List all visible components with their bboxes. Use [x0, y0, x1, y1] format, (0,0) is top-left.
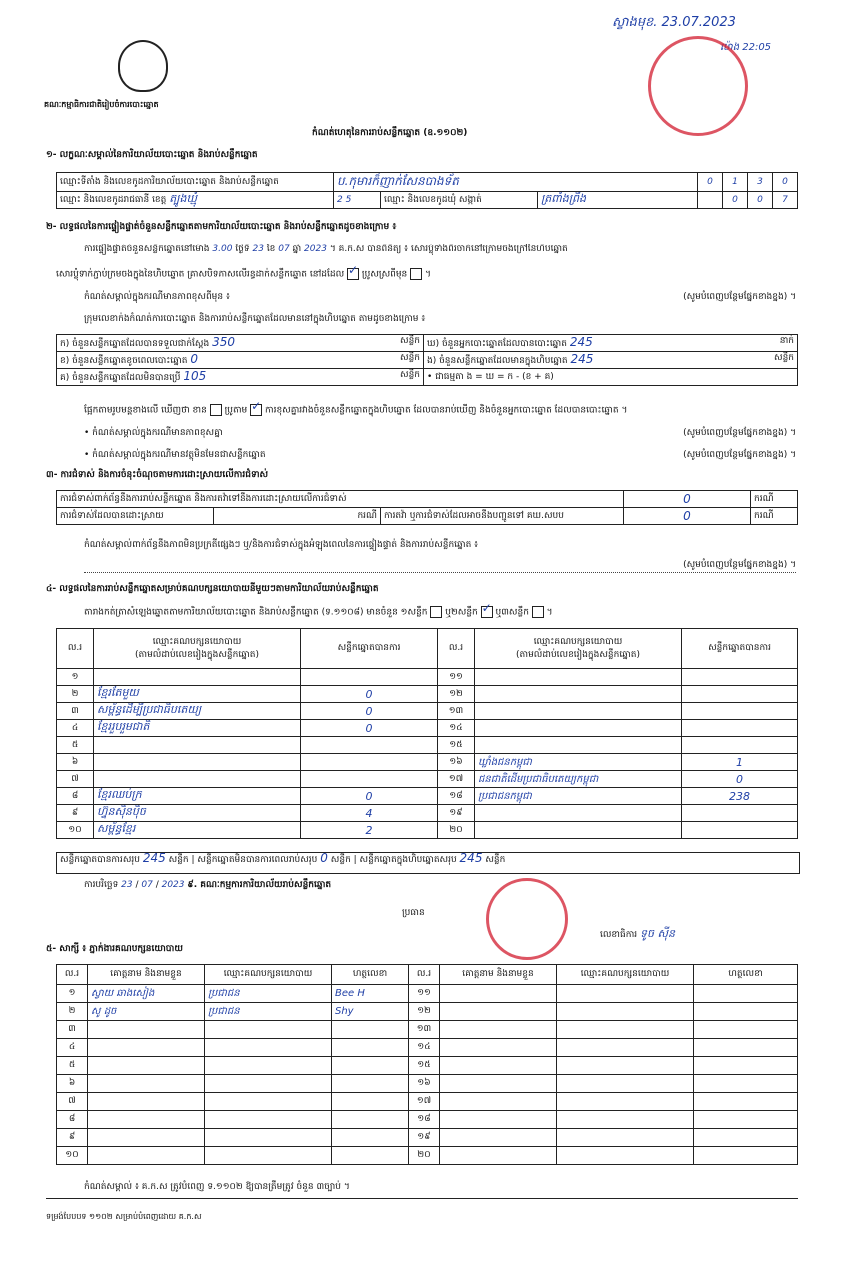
party-votes: 0	[301, 703, 438, 720]
table-row	[57, 703, 798, 720]
row-number: ៨	[57, 1111, 88, 1129]
party-votes	[301, 754, 438, 771]
station-code-3: 3	[748, 173, 773, 192]
party-votes	[301, 737, 438, 754]
witness-name	[440, 1003, 557, 1021]
witness-party	[557, 985, 694, 1003]
verify-day: 23	[252, 244, 264, 254]
objection-count-label: ការជំទាស់ពាក់ព័ន្ធនឹងការរាប់សន្លឹកឆ្នោត និងការតវ៉ាទៅនឹងការដោះស្រាយលើការជំទាស់	[57, 491, 624, 508]
table-row	[57, 1111, 798, 1129]
row-number: ៣	[57, 1021, 88, 1039]
changed-checkbox[interactable]	[410, 268, 422, 280]
section-3-title: ៣- ការជំទាស់ និងការចំនុះចំណុចតាមការដោះស្រាយលើការជំទាស់	[46, 470, 269, 480]
commune-code-1: 0	[723, 192, 748, 209]
party-votes: 1	[682, 754, 798, 771]
row-number: ១៤	[438, 720, 475, 737]
witness-name: សូ ដូច	[88, 1003, 205, 1021]
top-note-time: ម៉ោង 22:05	[720, 42, 772, 53]
difference-note-line: កំណត់សម្គាល់ក្នុងករណីមានភាពខុសពីមុន ៖ (សូមបំពេញបន្ថែមផ្នែកខាងខ្នង) ។	[84, 292, 796, 302]
table-row	[57, 1093, 798, 1111]
witness-party	[557, 1003, 694, 1021]
witness-party	[557, 1039, 694, 1057]
forwarded-label: ការតវ៉ា ឬការជំទាស់ដែលអាចនឹងបញ្ជូនទៅ គឃ.សបប	[381, 508, 624, 525]
no-difference-checkbox[interactable]	[210, 404, 222, 416]
row-number: ១៣	[409, 1021, 440, 1039]
party-name	[94, 737, 301, 754]
polling-station-value: ប.កុមារក៏ញាក់សែនបាងទ័ត	[334, 173, 698, 192]
witness-note: កំណត់សម្គាល់ ៖ គ.ក.ស ត្រូវបំពេញ ទ.១១០២ ឱ្យបានត្រឹមត្រូវ ចំនួន ៣ច្បាប់ ។	[84, 1182, 350, 1192]
party-name	[94, 669, 301, 686]
party-name: ខ្មែរតែមួយ	[94, 686, 301, 703]
party-votes	[682, 703, 798, 720]
party-votes: 4	[301, 805, 438, 822]
secretary-line: លេខាធិការ ទូច ស៊ីន	[600, 927, 675, 940]
row-number: ៥	[57, 737, 94, 754]
row-number: ១៦	[409, 1075, 440, 1093]
table-row	[57, 771, 798, 788]
witness-party	[557, 1057, 694, 1075]
in-box-value: 245	[570, 352, 594, 366]
witness-name	[440, 1093, 557, 1111]
row-number: ១៥	[409, 1057, 440, 1075]
unchanged-checkbox[interactable]	[347, 268, 359, 280]
party-name	[475, 669, 682, 686]
row-number: ៧	[57, 771, 94, 788]
polling-station-label: ឈ្មោះទីតាំង និងលេខកូដការិយាល័យបោះឆ្នោត និងរាប់សន្លឹកឆ្នោត	[57, 173, 334, 192]
secretary-name: ទូច ស៊ីន	[640, 927, 675, 940]
row-number: ៩	[57, 1129, 88, 1147]
row-number: ១៧	[409, 1093, 440, 1111]
row-number: ២	[57, 686, 94, 703]
party-votes	[682, 686, 798, 703]
row-number: ១	[57, 985, 88, 1003]
irregularity-note: កំណត់សម្គាល់ពាក់ព័ន្ធនឹងភាពមិនប្រក្រតីផ្សេងៗ ឬ/និងការជំទាស់ក្នុងអំឡុងពេលនៃការផ្ទៀងផ្ទាត់ និងការរាប់សន្លឹកឆ្នោត ៖	[84, 540, 479, 550]
witness-party	[557, 1147, 694, 1165]
witness-name	[440, 1129, 557, 1147]
party-name	[475, 686, 682, 703]
row-number: ១១	[438, 669, 475, 686]
row-number: ៣	[57, 703, 94, 720]
commune-label: ឈ្មោះ និងលេខកូដឃុំ សង្កាត់	[381, 192, 538, 209]
row-number: ៧	[57, 1093, 88, 1111]
row-number: ១១	[409, 985, 440, 1003]
party-votes	[682, 822, 798, 839]
party-votes: 0	[301, 720, 438, 737]
table-row	[57, 686, 798, 703]
row-number: ១៣	[438, 703, 475, 720]
row-number: ៤	[57, 720, 94, 737]
witness-table: ល.រ គោត្តនាម និងនាមខ្លួន ឈ្មោះគណបក្សនយោបាយ ហត្ថលេខា ល.រ គោត្តនាម និងនាមខ្លួន ឈ្មោះគណបក្សនយោបាយ ហត្ថលេខា ១ ស្វាយ ឆាងសៀង ប្រជាជន Bee H ១១ ២ សូ ដូច ប្រជាជន Shy ១២ ៣ ១៣ ៤ ១៤ ៥ ១៥ ៦ ១៦ ៧ ១៧ ៨ ១៨ ៩ ១៩ ១០ ២០	[56, 964, 798, 1165]
row-number: ១២	[409, 1003, 440, 1021]
party-name	[94, 771, 301, 788]
chair-label: ប្រធាន	[402, 908, 425, 918]
bullet-foreign-object: • កំណត់សម្គាល់ក្នុងករណីមានវត្ថុមិនមែនជាសន្លឹកឆ្នោត (សូមបំពេញបន្ថែមផ្នែកខាងខ្នង) ។	[84, 450, 796, 460]
witness-signature	[694, 1003, 798, 1021]
witness-party	[557, 1129, 694, 1147]
party-name: ប្រជាជនកម្ពុជា	[475, 788, 682, 805]
witness-signature	[332, 1111, 409, 1129]
resolved-label: ការជំទាស់ដែលបានដោះស្រាយ	[57, 508, 214, 525]
table-row	[57, 1147, 798, 1165]
committee-name: គណៈកម្មាធិការជាតិរៀបចំការបោះឆ្នោត	[44, 100, 159, 109]
has-difference-checkbox[interactable]	[250, 404, 262, 416]
row-number: ១៨	[409, 1111, 440, 1129]
party-name: ខ្មែររួបរួមជាតិ	[94, 720, 301, 737]
formula: • ជាធម្មតា ង = ឃ = ក - (ខ + គ)	[424, 369, 798, 386]
witness-signature	[694, 1075, 798, 1093]
table-row	[57, 1003, 798, 1021]
voters-label: ឃ) ចំនួនអ្នកបោះឆ្នោតដែលបានបោះឆ្នោត	[427, 339, 567, 349]
tally-sheet-line: តារាងកត់ត្រាសំឡេងឆ្នោតតាមការិយាល័យបោះឆ្នោត និងរាប់សន្លឹកឆ្នោត (ទ.១១០៨) មានចំនួន ១សន្លឹក ឬ២សន្លឹក ✓ ឬ៣សន្លឹក ។	[84, 606, 553, 619]
witness-party	[557, 1075, 694, 1093]
station-code-1: 0	[698, 173, 723, 192]
party-votes	[682, 720, 798, 737]
form-footer: ទម្រង់បែបបទ ១១០២ សម្រាប់បំពេញដោយ គ.ក.ស	[46, 1212, 202, 1221]
section-4-title: ៤- លទ្ធផលនៃការរាប់សន្លឹកឆ្នោតសម្រាប់គណបក្សនយោបាយនីមួយៗតាមការិយាល័យរាប់សន្លឹកឆ្នោត	[46, 584, 379, 594]
witness-signature	[332, 1129, 409, 1147]
row-number: ១៦	[438, 754, 475, 771]
witness-name	[88, 1057, 205, 1075]
fill-back-note-1: (សូមបំពេញបន្ថែមផ្នែកខាងខ្នង) ។	[683, 292, 796, 302]
table-row	[57, 985, 798, 1003]
row-number: ១៧	[438, 771, 475, 788]
party-votes: 2	[301, 822, 438, 839]
witness-name	[88, 1021, 205, 1039]
date-line: ការបរិច្ឆេទ 23 / 07 / 2023 ៩. គណៈកម្មការការិយាល័យរាប់សន្លឹកឆ្នោត	[84, 880, 332, 890]
party-name	[475, 822, 682, 839]
witness-name	[440, 1147, 557, 1165]
witness-signature	[332, 1021, 409, 1039]
witness-name: ស្វាយ ឆាងសៀង	[88, 985, 205, 1003]
party-votes: 0	[301, 686, 438, 703]
invalid-total: 0	[320, 851, 328, 865]
witness-name	[440, 985, 557, 1003]
official-stamp-bottom	[486, 878, 568, 960]
witness-name	[440, 1021, 557, 1039]
sign-day: 23	[121, 880, 133, 890]
province-code-2: 5	[345, 195, 352, 205]
section-2-title: ២- លទ្ធផលនៃការផ្ទៀងផ្ទាត់ចំនួនសន្លឹកឆ្នោតតាមការិយាល័យបោះឆ្នោត និងរាប់សន្លឹកឆ្នោតដូចខាងក្រោម ៖	[46, 222, 397, 232]
row-number: ១០	[57, 822, 94, 839]
voters-value: 245	[569, 335, 593, 349]
objection-count-value: 0	[624, 491, 751, 508]
witness-party	[557, 1093, 694, 1111]
witness-signature	[694, 985, 798, 1003]
party-name	[475, 703, 682, 720]
table-row	[57, 788, 798, 805]
witness-party	[205, 1147, 332, 1165]
top-note: ស្ខាងមុខ. 23.07.2023	[612, 15, 736, 30]
witness-signature	[694, 1021, 798, 1039]
one-sheet-checkbox[interactable]	[430, 606, 442, 618]
row-number: ១៨	[438, 788, 475, 805]
row-number: ២០	[409, 1147, 440, 1165]
witness-signature	[694, 1129, 798, 1147]
commune-code-2: 0	[748, 192, 773, 209]
commune-value: ត្រពាំងព្រីង	[538, 192, 698, 209]
table-row	[57, 1075, 798, 1093]
witness-party: ប្រជាជន	[205, 985, 332, 1003]
witness-name	[440, 1039, 557, 1057]
witness-signature	[332, 1093, 409, 1111]
in-box-label: ង) ចំនួនសន្លឹកឆ្នោតដែលមានក្នុងហិបឆ្នោត	[427, 356, 568, 366]
sign-month: 07	[141, 880, 153, 890]
party-votes	[682, 669, 798, 686]
party-votes: 0	[682, 771, 798, 788]
party-name	[475, 737, 682, 754]
witness-name	[88, 1147, 205, 1165]
witness-signature	[694, 1057, 798, 1075]
party-name: ហ្វ៊ុនស៊ិនប៉ិច	[94, 805, 301, 822]
witness-party	[557, 1021, 694, 1039]
section-1-table	[56, 172, 798, 209]
count-intro: ក្រុមលេខាក់ងកំណត់ការបោះឆ្នោត និងការរាប់សន្លឹកឆ្នោតដែលមាននៅក្នុងហិបឆ្នោត តាមដូចខាងក្រោម ៖	[84, 314, 426, 324]
verify-year: 2023	[304, 244, 327, 254]
official-stamp-top	[648, 36, 748, 136]
unused-value: 105	[183, 369, 207, 383]
witness-signature: Bee H	[332, 985, 409, 1003]
row-number: ១	[57, 669, 94, 686]
witness-party	[205, 1039, 332, 1057]
witness-signature	[694, 1093, 798, 1111]
witness-party: ប្រជាជន	[205, 1003, 332, 1021]
row-number: ៨	[57, 788, 94, 805]
station-code-4: 0	[773, 173, 798, 192]
unused-label: គ) ចំនួនសន្លឹកឆ្នោតដែលមិនបានប្រើ	[60, 373, 181, 383]
committee-emblem	[118, 40, 168, 92]
table-row	[57, 754, 798, 771]
valid-total: 245	[142, 851, 166, 865]
witness-party	[205, 1057, 332, 1075]
province-value: ត្បូងឃ្មុំ	[169, 192, 197, 205]
row-number: ២០	[438, 822, 475, 839]
province-label: ឈ្មោះ និងលេខកូដរាជធានី ខេត្ត	[60, 195, 167, 205]
compare-line: ផ្អែកតាមរូបមន្តខាងលើ ឃើញថា ខាន ប្រូតាម ✓ ការខុសគ្នារវាងចំនួនសន្លឹកឆ្នោតក្នុងហិបឆ្នោត ដែលបានរាប់ឃើញ និងចំនួនអ្នកបោះឆ្នោត ដែលបានបោះឆ្នោត ។	[84, 404, 627, 417]
row-number: ១៤	[409, 1039, 440, 1057]
forwarded-value: 0	[624, 508, 751, 525]
station-code-2: 1	[723, 173, 748, 192]
row-number: ២	[57, 1003, 88, 1021]
form-title: កំណត់ហេតុនៃការរាប់សន្លឹកឆ្នោត (ឧ.១១០២)	[312, 128, 468, 138]
party-name	[475, 805, 682, 822]
table-row	[57, 1129, 798, 1147]
party-name: ជនជាតិដើមប្រជាធិបតេយ្យកម្ពុជា	[475, 771, 682, 788]
province-code-1: 2	[337, 195, 343, 205]
witness-name	[440, 1075, 557, 1093]
objections-table: ការជំទាស់ពាក់ព័ន្ធនឹងការរាប់សន្លឹកឆ្នោត និងការតវ៉ាទៅនឹងការដោះស្រាយលើការជំទាស់ 0 ករណី ការជំទាស់ដែលបានដោះស្រាយ ករណី ការតវ៉ា ឬការជំទាស់ដែលអាចនឹងបញ្ជូនទៅ គឃ.សបប 0 ករណី	[56, 490, 798, 525]
witness-signature: Shy	[332, 1003, 409, 1021]
table-row	[57, 822, 798, 839]
party-votes	[301, 771, 438, 788]
commune-code-3: 7	[773, 192, 798, 209]
row-number: ១០	[57, 1147, 88, 1165]
sign-year: 2023	[161, 880, 185, 890]
witness-signature	[332, 1057, 409, 1075]
ballot-count-table: ក) ចំនួនសន្លឹកឆ្នោតដែលបានទទួលជាក់ស្តែង 350 សន្លឹក ឃ) ចំនួនអ្នកបោះឆ្នោតដែលបានបោះឆ្នោត 245 នាក់ ខ) ចំនួនសន្លឹកឆ្នោតខូចពេលបោះឆ្នោត 0 សន្លឹក ង) ចំនួនសន្លឹកឆ្នោតដែលមានក្នុងហិបឆ្នោត 245 សន្លឹក គ) ចំនួនសន្លឹកឆ្នោតដែលមិនបានប្រើ 105 សន្លឹក • ជាធម្មតា ង = ឃ = ក - (ខ + គ)	[56, 334, 798, 386]
verify-time: 3.00	[212, 244, 233, 254]
seal-line: សោរប្លុំទាក់ភ្ជាប់ក្រមចងក្នុងនៃហិបឆ្នោត គ្រាសបិទភាសលើរន្ធដាក់សន្លឹកឆ្នោត នៅដដែល ✓ ប្រូសស្រពីមុន ។	[56, 268, 431, 281]
witness-name	[88, 1075, 205, 1093]
table-row	[57, 805, 798, 822]
witness-name	[440, 1111, 557, 1129]
party-name: សម្ព័ន្ធដើម្បីប្រជាធិបតេយ្យ	[94, 703, 301, 720]
received-label: ក) ចំនួនសន្លឹកឆ្នោតដែលបានទទួលជាក់ស្តែង	[60, 339, 210, 349]
witness-party	[557, 1111, 694, 1129]
received-value: 350	[212, 335, 235, 349]
row-number: ៦	[57, 754, 94, 771]
table-row	[57, 1021, 798, 1039]
witness-signature	[332, 1147, 409, 1165]
witness-party	[205, 1021, 332, 1039]
table-row	[57, 1039, 798, 1057]
spoiled-label: ខ) ចំនួនសន្លឹកឆ្នោតខូចពេលបោះឆ្នោត	[60, 356, 188, 366]
party-name	[94, 754, 301, 771]
totals-line: សន្លឹកឆ្នោតបានការសរុប 245 សន្លឹក | សន្លឹកឆ្នោតមិនបានការពេលរាប់សរុប 0 សន្លឹក | សន្លឹកឆ្នោតក្នុងហិបឆ្នោតសរុប 245 សន្លឹក	[56, 852, 800, 874]
table-row	[57, 669, 798, 686]
witness-signature	[332, 1075, 409, 1093]
witness-party	[205, 1093, 332, 1111]
party-votes	[682, 805, 798, 822]
box-total: 245	[459, 851, 483, 865]
row-number: ១៩	[409, 1129, 440, 1147]
witness-signature	[694, 1039, 798, 1057]
three-sheets-checkbox[interactable]	[532, 606, 544, 618]
party-name: ខ្មែរឈប់ក្រ	[94, 788, 301, 805]
party-votes	[301, 669, 438, 686]
row-number: ១៩	[438, 805, 475, 822]
row-number: ១៥	[438, 737, 475, 754]
witness-signature	[694, 1111, 798, 1129]
witness-name	[88, 1111, 205, 1129]
witness-signature	[694, 1147, 798, 1165]
row-number: ៤	[57, 1039, 88, 1057]
spoiled-value: 0	[190, 352, 198, 366]
row-number: ៥	[57, 1057, 88, 1075]
row-number: ៩	[57, 805, 94, 822]
witness-name	[88, 1039, 205, 1057]
witness-party	[205, 1129, 332, 1147]
party-votes: 238	[682, 788, 798, 805]
row-number: ១២	[438, 686, 475, 703]
verification-line: ការផ្ទៀងផ្ទាត់ចំនួនសន្លឹកឆ្នោតនៅម៉ោង 3.00 ថ្ងៃទី 23 ខែ 07 ឆ្នាំ 2023 ។ គ.ក.ស បានពិនិត្យ ៖ សោរប្លុំទាំងពីរចាក់នៅក្រោមចងក្រៅនៃហិបឆ្នោត	[84, 244, 568, 254]
bullet-difference: • កំណត់សម្គាល់ក្នុងករណីមានភាពខុសគ្នា (សូមបំពេញបន្ថែមផ្នែកខាងខ្នង) ។	[84, 428, 796, 438]
party-name: ឃ្លាំងជនកម្ពុជា	[475, 754, 682, 771]
footer-divider	[46, 1198, 798, 1199]
section-5-title: ៥- សាក្សី ៖ ភ្នាក់ងារគណបក្សនយោបាយ	[46, 944, 183, 954]
table-row	[57, 737, 798, 754]
witness-party	[205, 1111, 332, 1129]
party-votes: 0	[301, 788, 438, 805]
verify-month: 07	[278, 244, 290, 254]
irregularity-fill: (សូមបំពេញបន្ថែមផ្នែកខាងខ្នង) ។	[84, 560, 796, 573]
party-results-table: ល.រ ឈ្មោះគណបក្សនយោបាយ (តាមលំដាប់លេខរៀងក្នុងសន្លឹកឆ្នោត) សន្លឹកឆ្នោតបានការ ល.រ ឈ្មោះគណបក្សនយោបាយ (តាមលំដាប់លេខរៀងក្នុងសន្លឹកឆ្នោត) សន្លឹកឆ្នោតបានការ ១ ១១ ២ ខ្មែរតែមួយ 0 ១២ ៣ សម្ព័ន្ធដើម្បីប្រជាធិបតេយ្យ 0 ១៣ ៤ ខ្មែររួបរួមជាតិ 0 ១៤ ៥ ១៥ ៦ ១៦ ឃ្លាំងជនកម្ពុជា 1 ៧ ១៧ ជនជាតិដើមប្រជាធិបតេយ្យកម្ពុជា 0 ៨ ខ្មែរឈប់ក្រ 0 ១៨ ប្រជាជនកម្ពុជា 238 ៩ ហ្វ៊ុនស៊ិនប៉ិច 4 ១៩ ១០ សម្ព័ន្ធខ្មែរ 2 ២០	[56, 628, 798, 839]
table-row	[57, 720, 798, 737]
party-votes	[682, 737, 798, 754]
witness-name	[440, 1057, 557, 1075]
two-sheets-checkbox[interactable]	[481, 606, 493, 618]
witness-party	[205, 1075, 332, 1093]
witness-signature	[332, 1039, 409, 1057]
witness-name	[88, 1093, 205, 1111]
table-row	[57, 1057, 798, 1075]
party-name: សម្ព័ន្ធខ្មែរ	[94, 822, 301, 839]
witness-name	[88, 1129, 205, 1147]
section-1-title: ១- លក្ខណៈសម្គាល់នៃការិយាល័យបោះឆ្នោត និងរាប់សន្លឹកឆ្នោត	[46, 150, 258, 160]
row-number: ៦	[57, 1075, 88, 1093]
party-name	[475, 720, 682, 737]
